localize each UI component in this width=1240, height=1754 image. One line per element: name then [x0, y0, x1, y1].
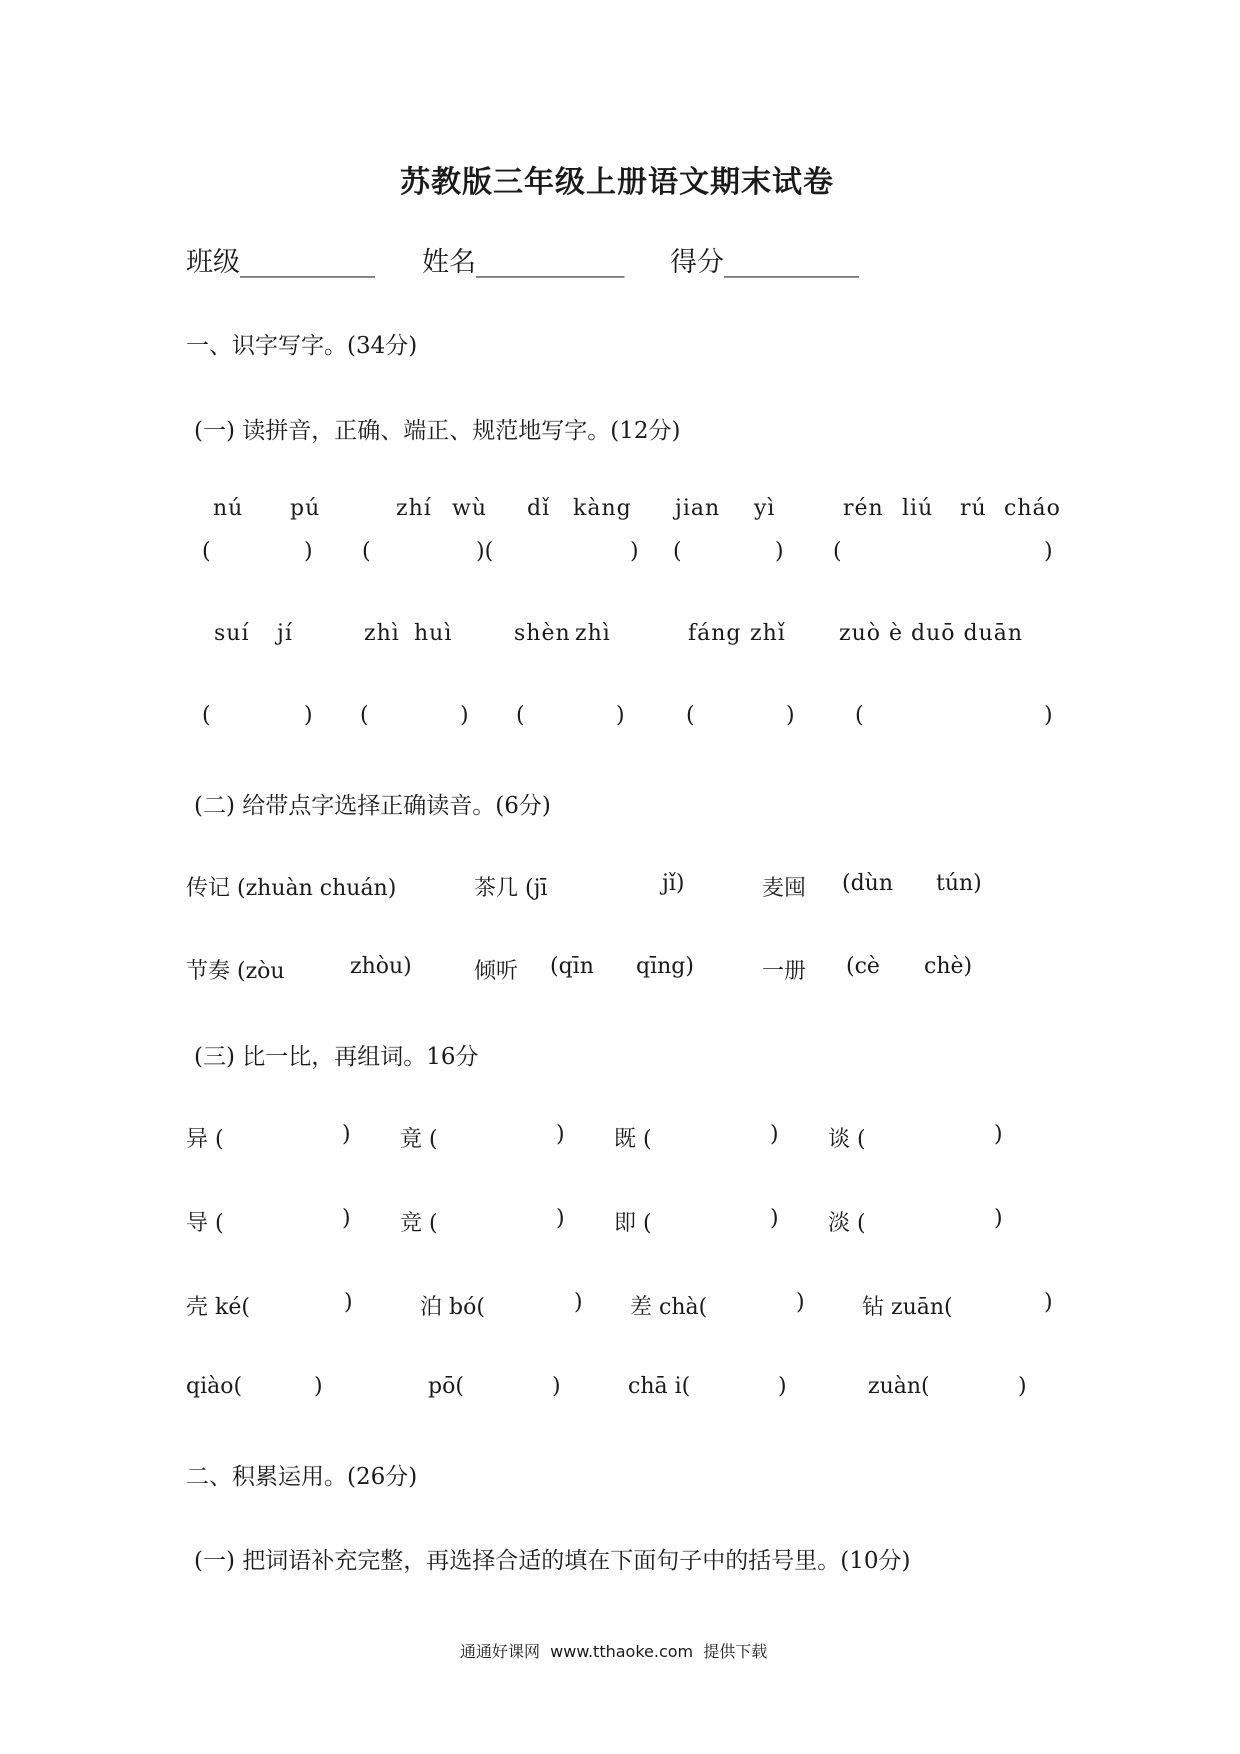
- page-title: 苏教版三年级上册语文期末试卷: [400, 165, 834, 200]
- pinyin-item: shèn: [514, 621, 571, 646]
- reading-item: tún): [936, 871, 982, 896]
- answer-paren: (: [686, 703, 695, 728]
- compare-item: ): [344, 1290, 353, 1315]
- compare-item: chā i(: [628, 1374, 691, 1399]
- section1-part1-heading: (一) 读拼音，正确、端正、规范地写字。(12分): [194, 418, 681, 444]
- pinyin-item: zuò è duō duān: [839, 621, 1024, 646]
- name-field: 姓名___________: [422, 247, 625, 278]
- class-field: 班级__________: [186, 247, 375, 278]
- reading-item: 节奏 (zòu: [186, 959, 285, 984]
- answer-paren: ): [630, 539, 639, 564]
- compare-item: ): [994, 1122, 1003, 1147]
- compare-item: ): [342, 1206, 351, 1231]
- compare-item: ): [770, 1122, 779, 1147]
- pinyin-item: suí: [214, 621, 250, 646]
- answer-paren: ): [304, 703, 313, 728]
- compare-item: 壳 ké(: [186, 1295, 250, 1320]
- section1-heading: 一、识字写字。(34分): [186, 333, 418, 359]
- reading-item: 一册: [762, 959, 807, 984]
- compare-item: 导 (: [186, 1211, 224, 1236]
- compare-item: 差 chà(: [630, 1295, 708, 1320]
- pinyin-item: pú: [290, 496, 321, 521]
- compare-item: zuàn(: [868, 1374, 930, 1399]
- answer-paren: ): [304, 539, 313, 564]
- pinyin-item: zhì: [364, 621, 400, 646]
- compare-item: ): [574, 1290, 583, 1315]
- reading-item: zhòu): [350, 954, 412, 979]
- pinyin-item: fáng: [688, 621, 742, 646]
- answer-paren: (: [516, 703, 525, 728]
- compare-item: ): [770, 1206, 779, 1231]
- compare-item: 泊 bó(: [420, 1295, 485, 1320]
- compare-item: 异 (: [186, 1127, 224, 1152]
- score-field: 得分__________: [670, 247, 859, 278]
- answer-paren: (: [833, 539, 842, 564]
- section1-part3-heading: (三) 比一比，再组词。16分: [194, 1044, 479, 1070]
- compare-item: 既 (: [614, 1127, 652, 1152]
- pinyin-item: nú: [213, 496, 244, 521]
- compare-item: 钻 zuān(: [862, 1295, 953, 1320]
- answer-paren: ): [460, 703, 469, 728]
- reading-item: 茶几 (jī: [474, 876, 548, 901]
- pinyin-item: jian: [675, 496, 721, 521]
- compare-item: 谈 (: [828, 1127, 866, 1152]
- pinyin-item: zhì: [575, 621, 611, 646]
- compare-item: ): [1044, 1290, 1053, 1315]
- compare-item: ): [1018, 1374, 1027, 1399]
- pinyin-item: dǐ: [527, 496, 551, 521]
- answer-paren: (: [202, 703, 211, 728]
- compare-item: ): [778, 1374, 787, 1399]
- reading-item: (dùn: [842, 871, 894, 896]
- answer-paren: ): [786, 703, 795, 728]
- answer-paren: (: [202, 539, 211, 564]
- answer-paren: (: [362, 539, 371, 564]
- answer-paren: ): [1044, 539, 1053, 564]
- compare-item: 竟 (: [400, 1127, 438, 1152]
- section2-heading: 二、积累运用。(26分): [186, 1464, 418, 1490]
- answer-paren: (: [360, 703, 369, 728]
- reading-item: 倾听: [474, 959, 519, 984]
- compare-item: ): [796, 1290, 805, 1315]
- answer-paren: ): [1044, 703, 1053, 728]
- pinyin-item: rén: [843, 496, 884, 521]
- pinyin-item: rú: [960, 496, 987, 521]
- answer-paren: (: [673, 539, 682, 564]
- pinyin-item: zhí: [396, 496, 432, 521]
- answer-paren: ): [616, 703, 625, 728]
- pinyin-item: yì: [754, 496, 776, 521]
- compare-item: 即 (: [614, 1211, 652, 1236]
- compare-item: ): [552, 1374, 561, 1399]
- compare-item: ): [342, 1122, 351, 1147]
- reading-item: 传记 (zhuàn chuán): [186, 876, 397, 901]
- compare-item: qiào(: [186, 1374, 243, 1399]
- section2-part1-heading: (一) 把词语补充完整，再选择合适的填在下面句子中的括号里。(10分): [194, 1548, 911, 1574]
- answer-paren: ): [775, 539, 784, 564]
- compare-item: ): [994, 1206, 1003, 1231]
- reading-item: (cè: [846, 954, 880, 979]
- compare-item: ): [556, 1122, 565, 1147]
- pinyin-item: liú: [902, 496, 934, 521]
- reading-item: (qīn: [550, 954, 594, 979]
- compare-item: ): [556, 1206, 565, 1231]
- pinyin-item: huì: [414, 621, 453, 646]
- reading-item: chè): [924, 954, 973, 979]
- reading-item: 麦囤: [762, 876, 807, 901]
- pinyin-item: wù: [452, 496, 487, 521]
- pinyin-item: kàng: [573, 496, 632, 521]
- compare-item: 竞 (: [400, 1211, 438, 1236]
- compare-item: pō(: [428, 1374, 464, 1399]
- reading-item: qīng): [636, 954, 694, 979]
- compare-item: 淡 (: [828, 1211, 866, 1236]
- footer-credit: 通通好课网 www.tthaoke.com 提供下载: [460, 1642, 768, 1661]
- pinyin-item: jí: [277, 621, 293, 646]
- reading-item: jǐ): [662, 871, 685, 896]
- answer-paren: (: [855, 703, 864, 728]
- answer-paren: )(: [476, 539, 494, 564]
- compare-item: ): [314, 1374, 323, 1399]
- section1-part2-heading: (二) 给带点字选择正确读音。(6分): [194, 793, 551, 819]
- pinyin-item: cháo: [1004, 496, 1061, 521]
- pinyin-item: zhǐ: [750, 621, 786, 646]
